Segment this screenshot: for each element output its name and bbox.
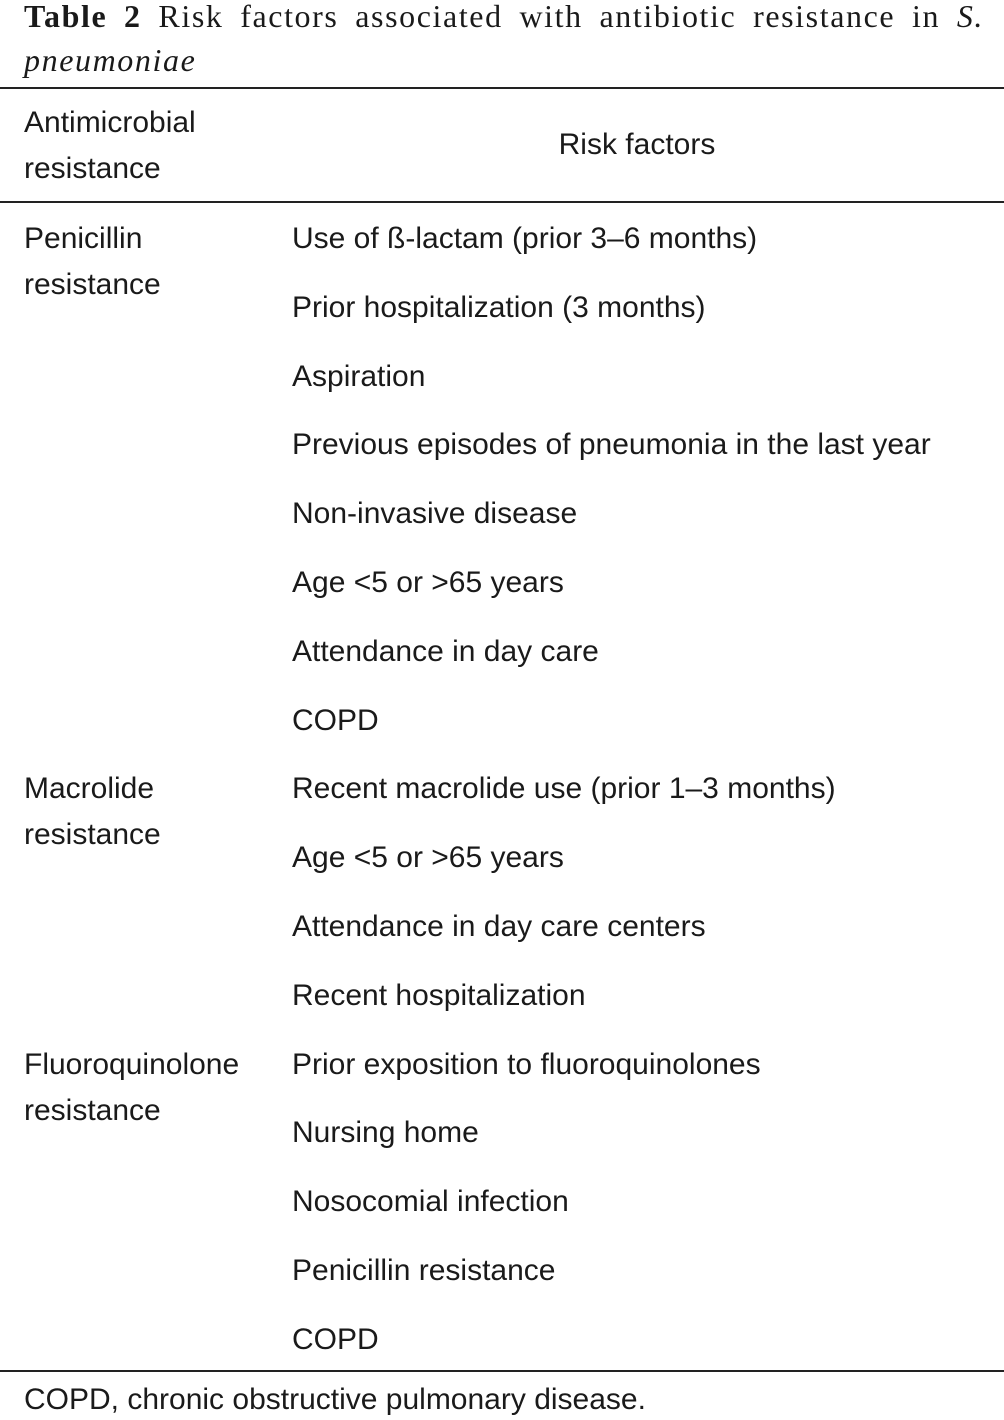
risk-factor: Penicillin resistance (292, 1253, 556, 1287)
group-penicillin (0, 216, 1004, 766)
table-label: Table 2 (24, 0, 142, 34)
group-macrolide (0, 766, 1004, 1041)
table-header-rule (0, 201, 1004, 203)
table-caption (24, 0, 984, 82)
risk-factor: Nosocomial infection (292, 1185, 569, 1219)
risk-factor: Use of ß-lactam (prior 3–6 months) (292, 222, 758, 255)
header-antimicrobial-resistance: Antimicrobial resistance (24, 106, 196, 185)
group-fluoroquinolone (0, 1042, 1004, 1386)
risk-factor: Attendance in day care centers (292, 909, 706, 943)
group-name: Macrolide resistance (24, 772, 161, 852)
risk-factor: Attendance in day care (292, 634, 599, 668)
risk-factor: Age <5 or >65 years (292, 565, 564, 599)
risk-factor: Aspiration (292, 359, 426, 393)
factor-list (268, 1042, 1004, 1386)
group-name: Fluoroquinolone resistance (24, 1047, 240, 1127)
table-footnote: COPD, chronic obstructive pulmonary disease. (24, 1383, 646, 1416)
table-bottom-rule (0, 1370, 1004, 1372)
risk-factor: Recent macrolide use (prior 1–3 months) (292, 772, 836, 806)
table-body (0, 216, 1004, 1386)
risk-factor: Previous episodes of pneumonia in the last year (292, 428, 931, 462)
table-top-rule (0, 87, 1004, 89)
risk-factor: COPD (292, 1322, 379, 1356)
risk-factor: Recent hospitalization (292, 978, 586, 1012)
factor-list (268, 766, 1004, 1041)
risk-factor: COPD (292, 703, 379, 737)
factor-list (268, 216, 1004, 766)
risk-factor: Prior exposition to fluoroquinolones (292, 1047, 761, 1081)
risk-factor: Nursing home (292, 1116, 479, 1150)
risk-factor: Prior hospitalization (3 months) (292, 290, 706, 324)
caption-organism: S. pneumoniae (24, 0, 985, 78)
risk-factor: Age <5 or >65 years (292, 841, 564, 875)
header-risk-factors: Risk factors (558, 128, 716, 161)
group-name: Penicillin resistance (24, 222, 161, 301)
risk-factor: Non-invasive disease (292, 497, 578, 531)
caption-text: Risk factors associated with antibiotic resistance in (141, 0, 957, 34)
